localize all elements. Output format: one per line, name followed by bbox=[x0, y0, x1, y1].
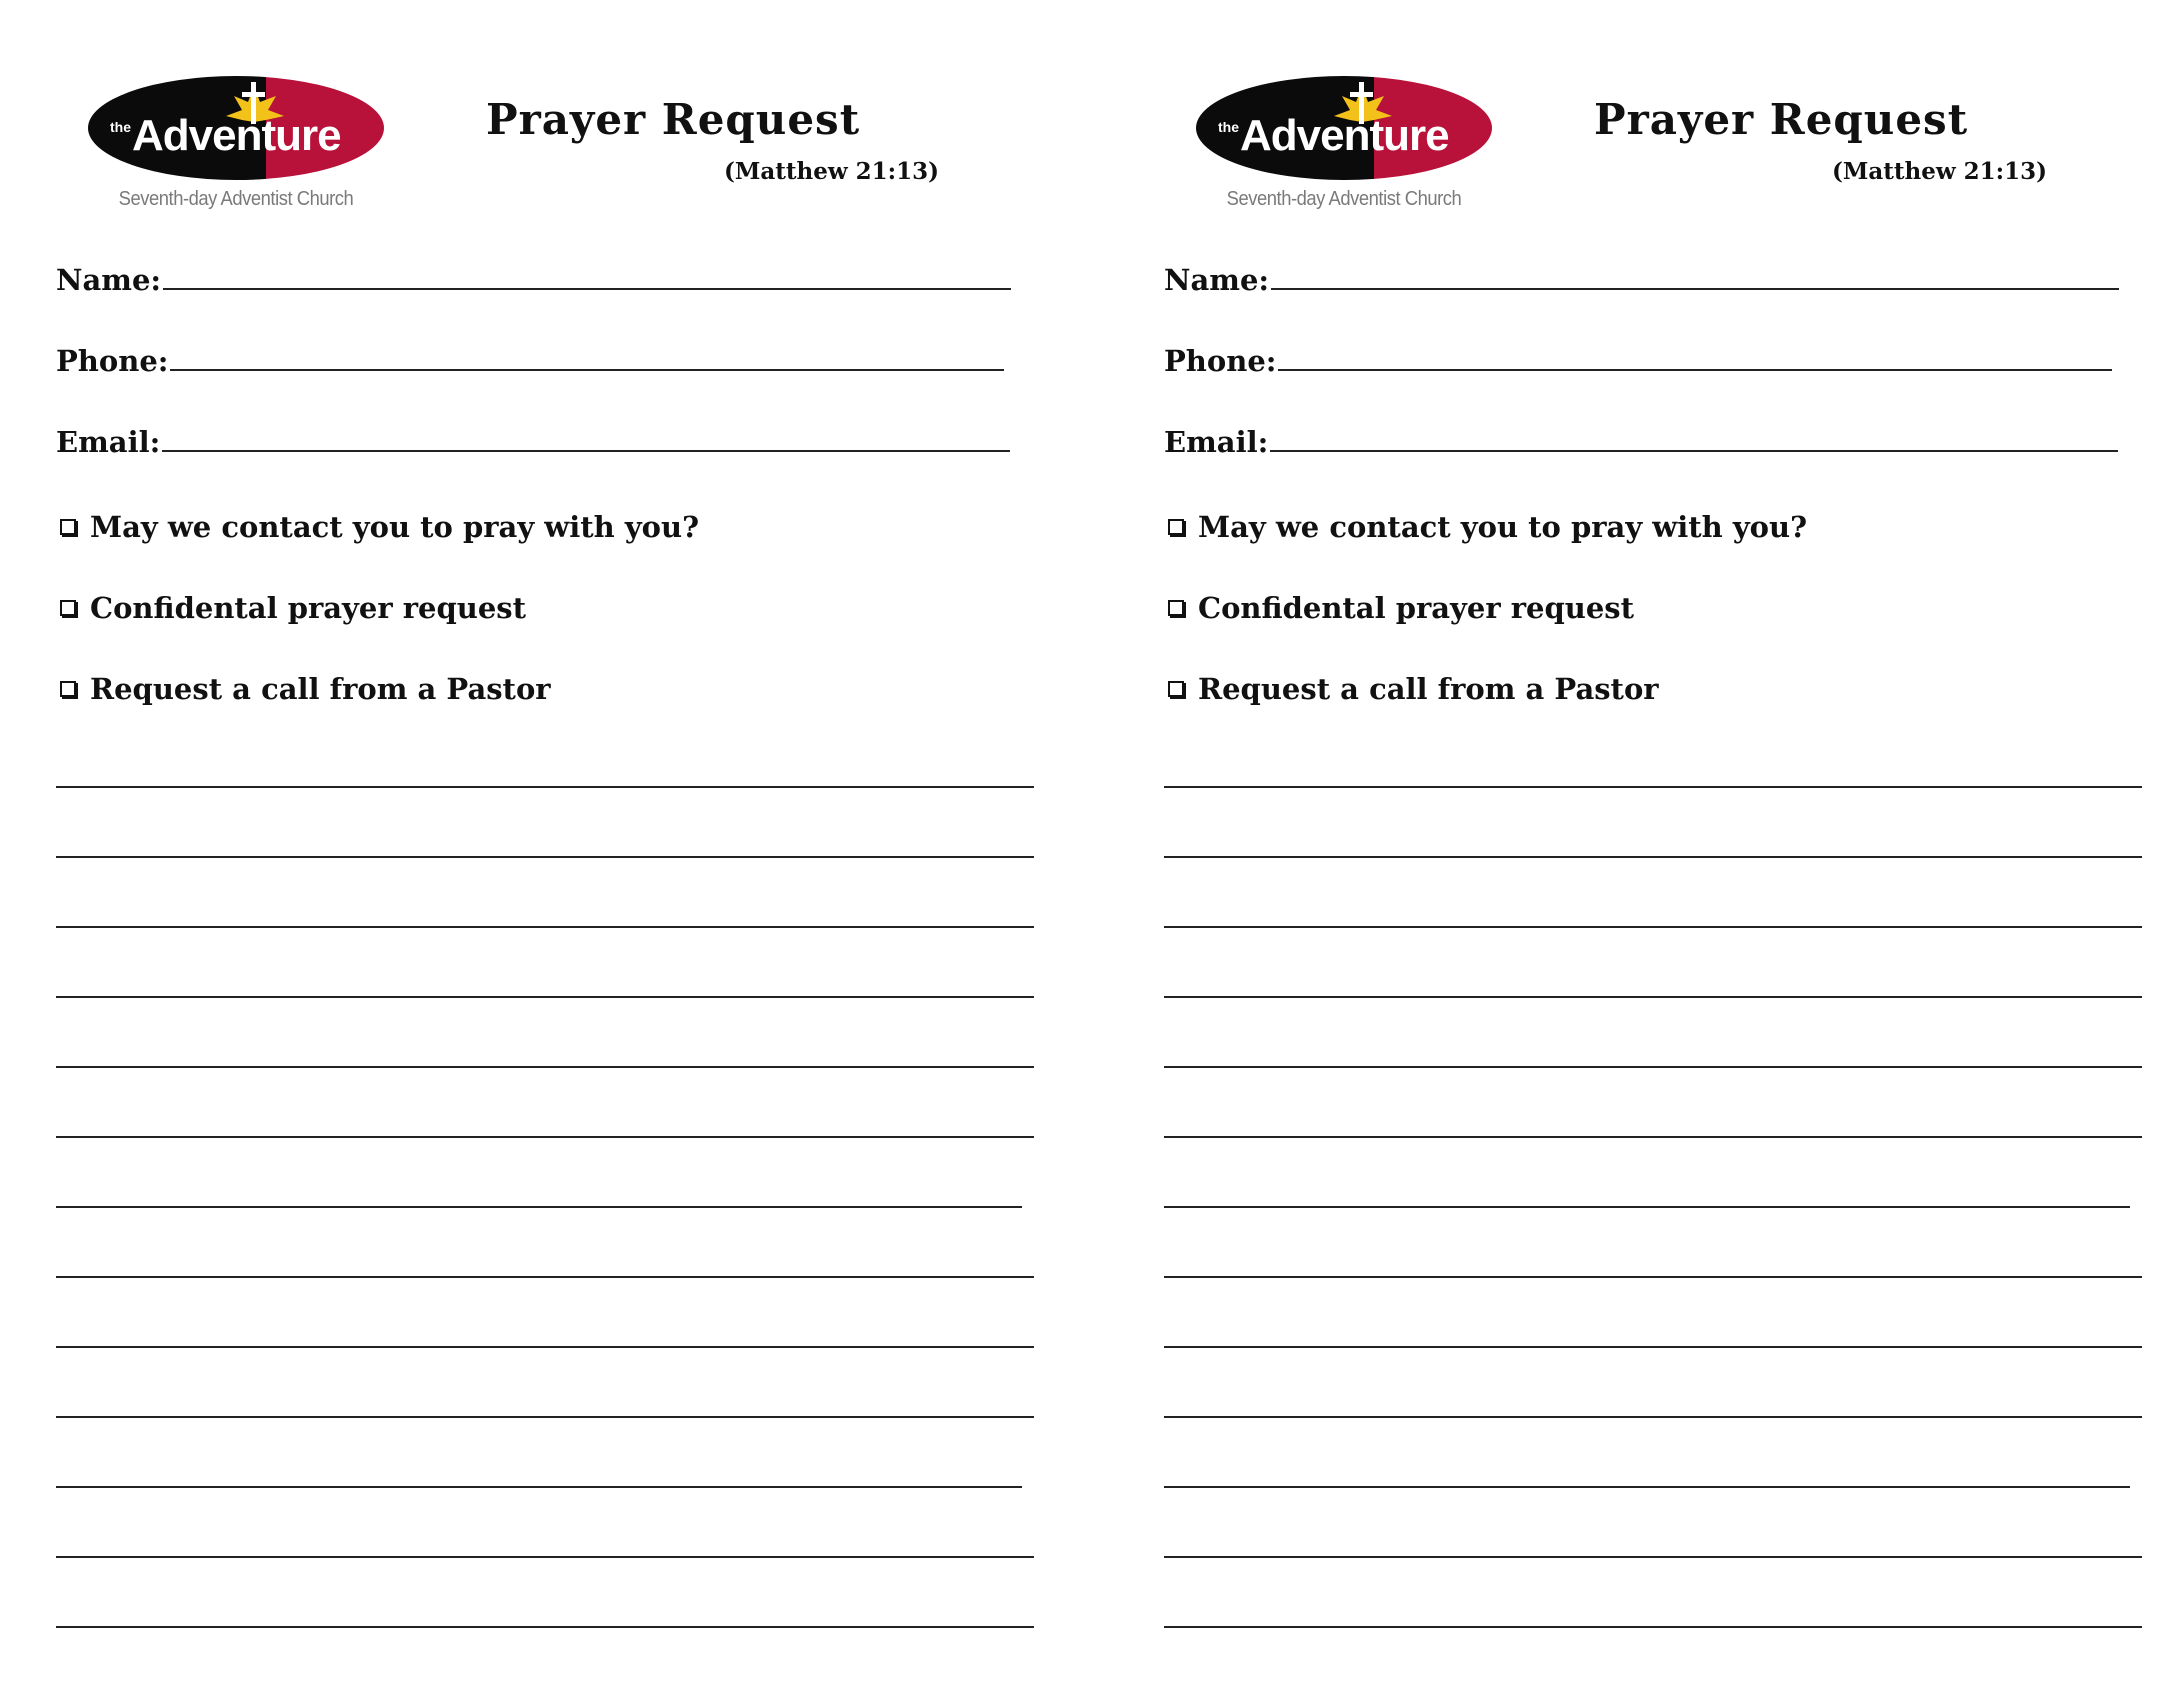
phone-field[interactable] bbox=[56, 337, 1004, 377]
writing-line[interactable] bbox=[56, 1206, 1022, 1208]
pastor-call-option-label: Request a call from a Pastor bbox=[1198, 672, 1659, 706]
writing-line[interactable] bbox=[56, 1416, 1034, 1418]
phone-input-line[interactable] bbox=[1278, 369, 2112, 371]
contact-option[interactable] bbox=[1168, 507, 1807, 547]
phone-label: Phone: bbox=[56, 344, 169, 378]
scripture-reference: (Matthew 21:13) bbox=[1832, 158, 2048, 185]
logo-subtitle: Seventh-day Adventist Church bbox=[1226, 188, 1462, 210]
writing-line[interactable] bbox=[1164, 1136, 2142, 1138]
writing-line[interactable] bbox=[1164, 996, 2142, 998]
pastor-call-checkbox[interactable] bbox=[1168, 681, 1184, 697]
svg-text:the: the bbox=[1218, 119, 1239, 135]
form-title: Prayer Request bbox=[486, 95, 861, 144]
writing-line[interactable] bbox=[1164, 1206, 2130, 1208]
email-label: Email: bbox=[56, 425, 161, 459]
confidential-checkbox[interactable] bbox=[60, 600, 76, 616]
name-label: Name: bbox=[56, 263, 162, 297]
name-field[interactable] bbox=[56, 256, 1011, 296]
prayer-request-card-right bbox=[1164, 0, 2164, 1700]
contact-option[interactable] bbox=[60, 507, 699, 547]
writing-line[interactable] bbox=[56, 1346, 1034, 1348]
pastor-call-option[interactable] bbox=[1168, 669, 1659, 709]
writing-line[interactable] bbox=[56, 1486, 1022, 1488]
writing-line[interactable] bbox=[56, 1136, 1034, 1138]
phone-field[interactable] bbox=[1164, 337, 2112, 377]
writing-line[interactable] bbox=[1164, 786, 2142, 788]
contact-checkbox[interactable] bbox=[60, 519, 76, 535]
pastor-call-option[interactable] bbox=[60, 669, 551, 709]
email-input-line[interactable] bbox=[1270, 450, 2118, 452]
writing-line[interactable] bbox=[56, 1276, 1034, 1278]
phone-label: Phone: bbox=[1164, 344, 1277, 378]
prayer-request-card-left bbox=[56, 0, 1056, 1700]
email-label: Email: bbox=[1164, 425, 1269, 459]
svg-text:Adventure: Adventure bbox=[132, 111, 341, 160]
writing-line[interactable] bbox=[56, 1556, 1034, 1558]
confidential-option[interactable] bbox=[1168, 588, 1634, 628]
svg-text:the: the bbox=[110, 119, 131, 135]
writing-line[interactable] bbox=[1164, 926, 2142, 928]
writing-line[interactable] bbox=[56, 786, 1034, 788]
writing-line[interactable] bbox=[56, 856, 1034, 858]
writing-line[interactable] bbox=[56, 926, 1034, 928]
logo-subtitle: Seventh-day Adventist Church bbox=[118, 188, 354, 210]
writing-line[interactable] bbox=[1164, 1556, 2142, 1558]
writing-line[interactable] bbox=[1164, 1626, 2142, 1628]
scripture-reference: (Matthew 21:13) bbox=[724, 158, 940, 185]
writing-line[interactable] bbox=[1164, 1486, 2130, 1488]
church-logo bbox=[1194, 72, 1494, 222]
confidential-option-label: Confidental prayer request bbox=[90, 591, 526, 625]
email-field[interactable] bbox=[1164, 418, 2118, 458]
phone-input-line[interactable] bbox=[170, 369, 1004, 371]
email-field[interactable] bbox=[56, 418, 1010, 458]
church-logo bbox=[86, 72, 386, 222]
contact-checkbox[interactable] bbox=[1168, 519, 1184, 535]
writing-line[interactable] bbox=[56, 1066, 1034, 1068]
pastor-call-option-label: Request a call from a Pastor bbox=[90, 672, 551, 706]
writing-line[interactable] bbox=[1164, 856, 2142, 858]
contact-option-label: May we contact you to pray with you? bbox=[90, 510, 700, 544]
confidential-checkbox[interactable] bbox=[1168, 600, 1184, 616]
form-title: Prayer Request bbox=[1594, 95, 1969, 144]
confidential-option[interactable] bbox=[60, 588, 526, 628]
email-input-line[interactable] bbox=[162, 450, 1010, 452]
writing-line[interactable] bbox=[1164, 1276, 2142, 1278]
confidential-option-label: Confidental prayer request bbox=[1198, 591, 1634, 625]
svg-text:Adventure: Adventure bbox=[1240, 111, 1449, 160]
pastor-call-checkbox[interactable] bbox=[60, 681, 76, 697]
name-field[interactable] bbox=[1164, 256, 2119, 296]
writing-line[interactable] bbox=[56, 996, 1034, 998]
contact-option-label: May we contact you to pray with you? bbox=[1198, 510, 1808, 544]
name-label: Name: bbox=[1164, 263, 1270, 297]
writing-line[interactable] bbox=[1164, 1066, 2142, 1068]
writing-line[interactable] bbox=[1164, 1416, 2142, 1418]
name-input-line[interactable] bbox=[163, 288, 1011, 290]
writing-line[interactable] bbox=[1164, 1346, 2142, 1348]
name-input-line[interactable] bbox=[1271, 288, 2119, 290]
writing-line[interactable] bbox=[56, 1626, 1034, 1628]
